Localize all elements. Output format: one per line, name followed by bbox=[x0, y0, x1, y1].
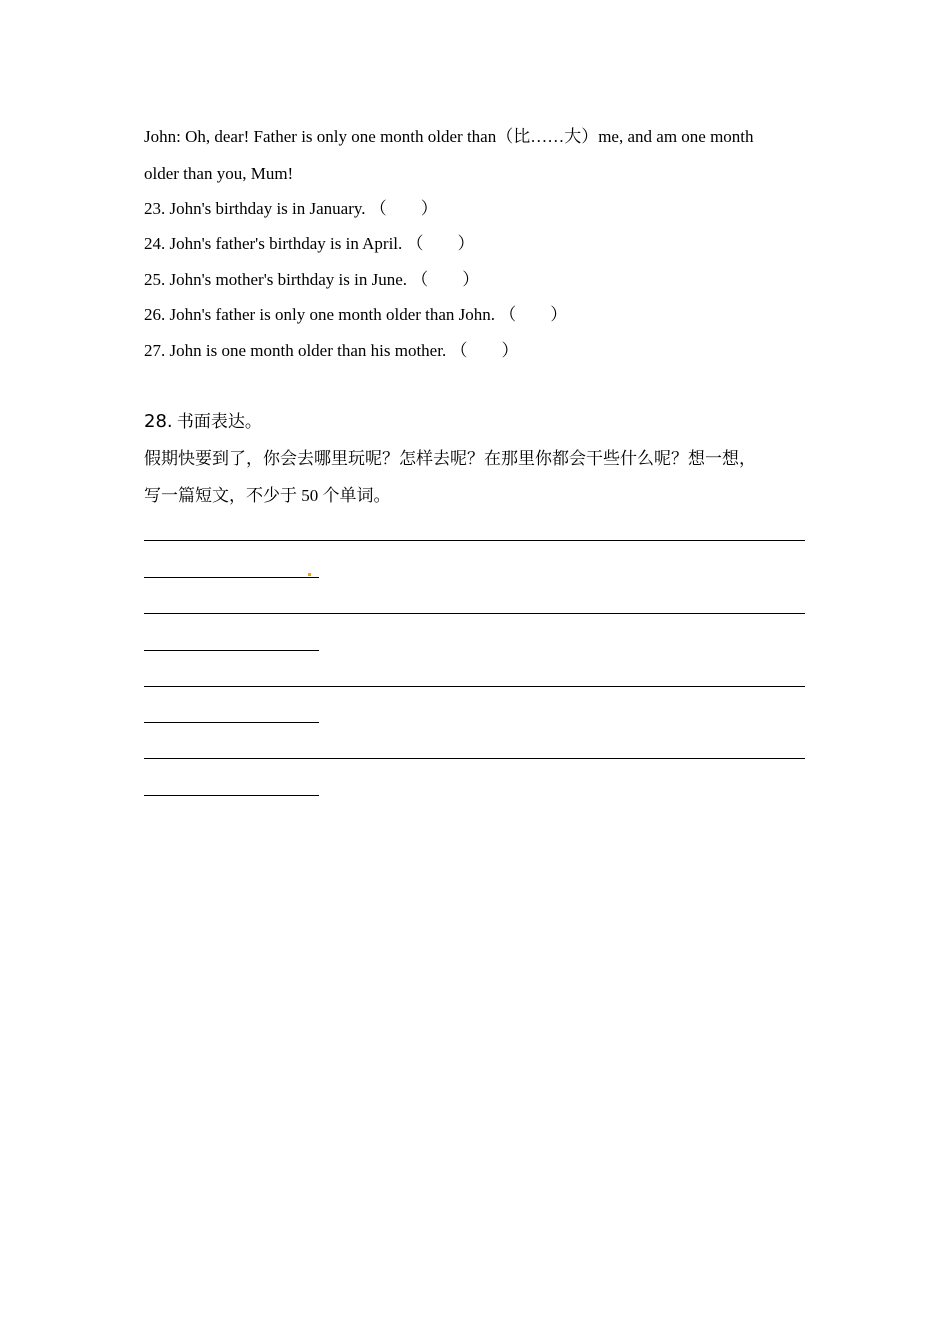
question-23: 23. John's birthday is in January. （ ） bbox=[144, 199, 438, 218]
question-27: 27. John is one month older than his mother. （ ） bbox=[144, 341, 519, 360]
question-24: 24. John's father's birthday is in April. （ ） bbox=[144, 234, 475, 253]
orange-mark bbox=[308, 573, 311, 576]
answer-line-short bbox=[144, 722, 319, 723]
question-28-title: 书面表达。 bbox=[176, 412, 262, 431]
answer-line-full bbox=[144, 686, 805, 687]
question-28-number: 28. bbox=[144, 411, 173, 432]
dialogue-line-2: older than you, Mum! bbox=[144, 164, 294, 183]
writing-prompt-line-1: 假期快要到了，你会去哪里玩呢？怎样去呢？在那里你都会干些什么呢？想一想， bbox=[144, 449, 756, 468]
answer-line-short bbox=[144, 650, 319, 651]
answer-line-full bbox=[144, 758, 805, 759]
question-26: 26. John's father is only one month older than John. （ ） bbox=[144, 305, 568, 324]
writing-prompt-line-2: 写一篇短文，不少于 50 个单词。 bbox=[144, 486, 391, 505]
answer-line-full bbox=[144, 613, 805, 614]
question-25: 25. John's mother's birthday is in June. （ ） bbox=[144, 270, 480, 289]
answer-line-full bbox=[144, 540, 805, 541]
dialogue-line-1: John: Oh, dear! Father is only one month older than（比……大）me, and am one month bbox=[144, 127, 754, 146]
answer-line-short bbox=[144, 795, 319, 796]
answer-line-short bbox=[144, 577, 319, 578]
question-28-heading bbox=[144, 411, 262, 433]
